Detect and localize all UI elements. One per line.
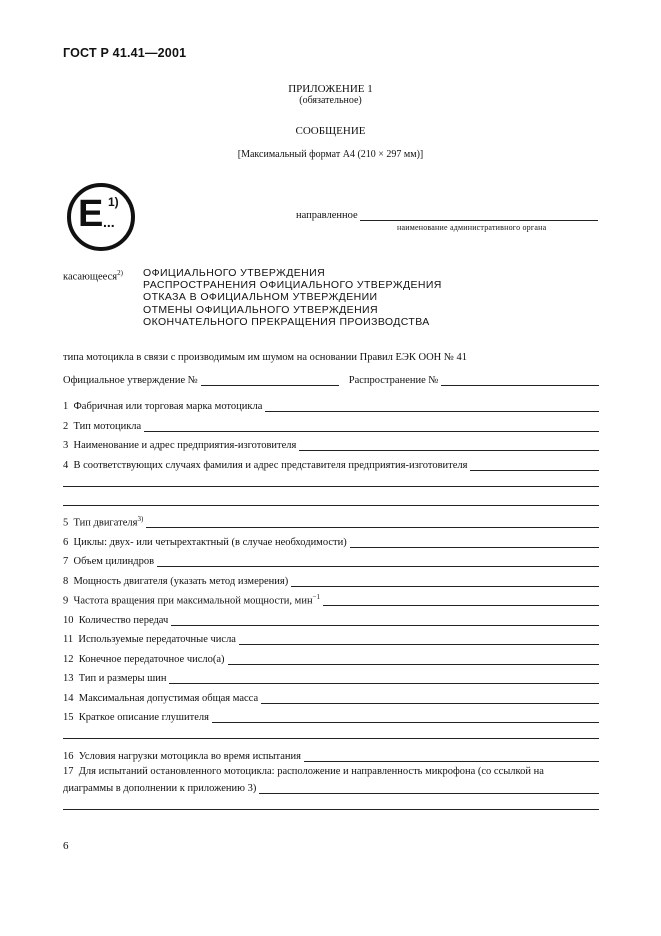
field-row [63, 631, 599, 645]
sent-to-field[interactable] [360, 220, 598, 221]
field-continuation-line[interactable] [63, 809, 599, 810]
field-input[interactable] [169, 673, 599, 684]
document-code: ГОСТ Р 41.41—2001 [63, 46, 187, 60]
field-label: 14 Максимальная допустимая общая масса [63, 693, 259, 704]
field-input[interactable] [171, 615, 599, 626]
field-label: 13 Тип и размеры шин [63, 673, 167, 684]
field-label: 5 Тип двигателя$^{3)}$ [63, 514, 144, 528]
field-input[interactable] [291, 576, 599, 587]
field-input[interactable] [323, 595, 599, 606]
field-label: 3 Наименование и адрес предприятия-изготовителя [63, 440, 297, 451]
field-row [63, 592, 599, 606]
field-input[interactable] [265, 401, 599, 412]
field-input[interactable] [261, 693, 599, 704]
field-label: 9 Частота вращения при максимальной мощности, мин$^{-1}$ [63, 592, 321, 606]
field-row [63, 612, 599, 626]
field-row [63, 670, 599, 684]
field-continuation-line[interactable] [63, 486, 599, 487]
field-row [63, 534, 599, 548]
field-continuation-line[interactable] [63, 738, 599, 739]
sent-to-label: направленное [296, 210, 358, 221]
field-row [63, 437, 599, 451]
field-label: 1 Фабричная или торговая марка мотоцикла [63, 401, 263, 412]
approval-mark-sup: 1) [108, 195, 119, 209]
field-label: 6 Циклы: двух- или четырехтактный (в случае необходимости) [63, 537, 347, 548]
concerning-option-discontinued[interactable]: ОКОНЧАТЕЛЬНОГО ПРЕКРАЩЕНИЯ ПРОИЗВОДСТВА [143, 315, 430, 328]
field-input[interactable] [299, 440, 599, 451]
field-row [63, 690, 599, 704]
message-title: СООБЩЕНИЕ [295, 125, 366, 137]
field-input[interactable] [259, 783, 599, 794]
field-label: 10 Количество передач [63, 615, 169, 626]
concerning-option-refusal[interactable]: ОТКАЗА В ОФИЦИАЛЬНОМ УТВЕРЖДЕНИИ [143, 291, 378, 304]
approval-mark-icon [66, 182, 136, 252]
field-label: 12 Конечное передаточное число(а) [63, 654, 225, 665]
field-row [63, 780, 599, 794]
field-input[interactable] [212, 712, 599, 723]
field-row [63, 651, 599, 665]
appendix-subtitle: (обязательное) [299, 95, 362, 106]
field-label: 16 Условия нагрузки мотоцикла во время испытания [63, 751, 301, 762]
field-label: 11 Используемые передаточные числа [63, 634, 236, 645]
field-label: 4 В соответствующих случаях фамилия и адрес представителя предприятия-изготовителя [63, 460, 468, 471]
field-label: 2 Тип мотоцикла [63, 421, 142, 432]
field-row [63, 553, 599, 567]
field-label-continued: диаграммы в дополнении к приложению 3) [63, 783, 257, 794]
field-row [63, 573, 599, 587]
field-label: 15 Краткое описание глушителя [63, 712, 209, 723]
field-row [63, 514, 599, 528]
page-number: 6 [63, 840, 69, 852]
field-input[interactable] [144, 421, 599, 432]
field-input[interactable] [228, 654, 599, 665]
approval-number-field[interactable] [201, 375, 339, 386]
field-input[interactable] [146, 517, 599, 528]
field-label: 17 Для испытаний остановленного мотоцикла: расположение и направленность микрофона (со ссылкой на [63, 766, 544, 777]
type-line: типа мотоцикла в связи с производимым им шумом на основании Правил ЕЭК ООН № 41 [63, 352, 468, 363]
field-row [63, 418, 599, 432]
concerning-options [143, 267, 442, 328]
field-row [63, 398, 599, 412]
field-continuation-line[interactable] [63, 505, 599, 506]
concerning-option-extension[interactable]: РАСПРОСТРАНЕНИЯ ОФИЦИАЛЬНОГО УТВЕРЖДЕНИЯ [143, 279, 442, 292]
sent-to-caption: наименование административного органа [397, 223, 547, 232]
approval-mark-letter: E [78, 193, 104, 235]
field-input[interactable] [157, 556, 599, 567]
field-input[interactable] [470, 460, 599, 471]
field-row [63, 709, 599, 723]
field-input[interactable] [239, 634, 599, 645]
approval-number-label: Официальное утверждение № [63, 375, 198, 386]
approval-number-row [63, 372, 599, 386]
format-note: [Максимальный формат А4 (210 × 297 мм)] [237, 149, 424, 160]
appendix-title: ПРИЛОЖЕНИЕ 1 [288, 83, 373, 95]
extension-number-field[interactable] [441, 375, 599, 386]
field-label: 7 Объем цилиндров [63, 556, 155, 567]
concerning-option-withdrawal[interactable]: ОТМЕНЫ ОФИЦИАЛЬНОГО УТВЕРЖДЕНИЯ [143, 303, 378, 316]
concerning-option-approval[interactable]: ОФИЦИАЛЬНОГО УТВЕРЖДЕНИЯ [143, 267, 326, 279]
field-input[interactable] [304, 751, 599, 762]
concerning-label: касающееся$^{2)}$ [63, 269, 123, 283]
extension-number-label: Распространение № [348, 375, 439, 386]
field-input[interactable] [350, 537, 599, 548]
field-row [63, 748, 599, 762]
approval-mark-dots: ... [103, 214, 115, 230]
field-row [63, 457, 599, 471]
field-label: 8 Мощность двигателя (указать метод измерения) [63, 576, 289, 587]
